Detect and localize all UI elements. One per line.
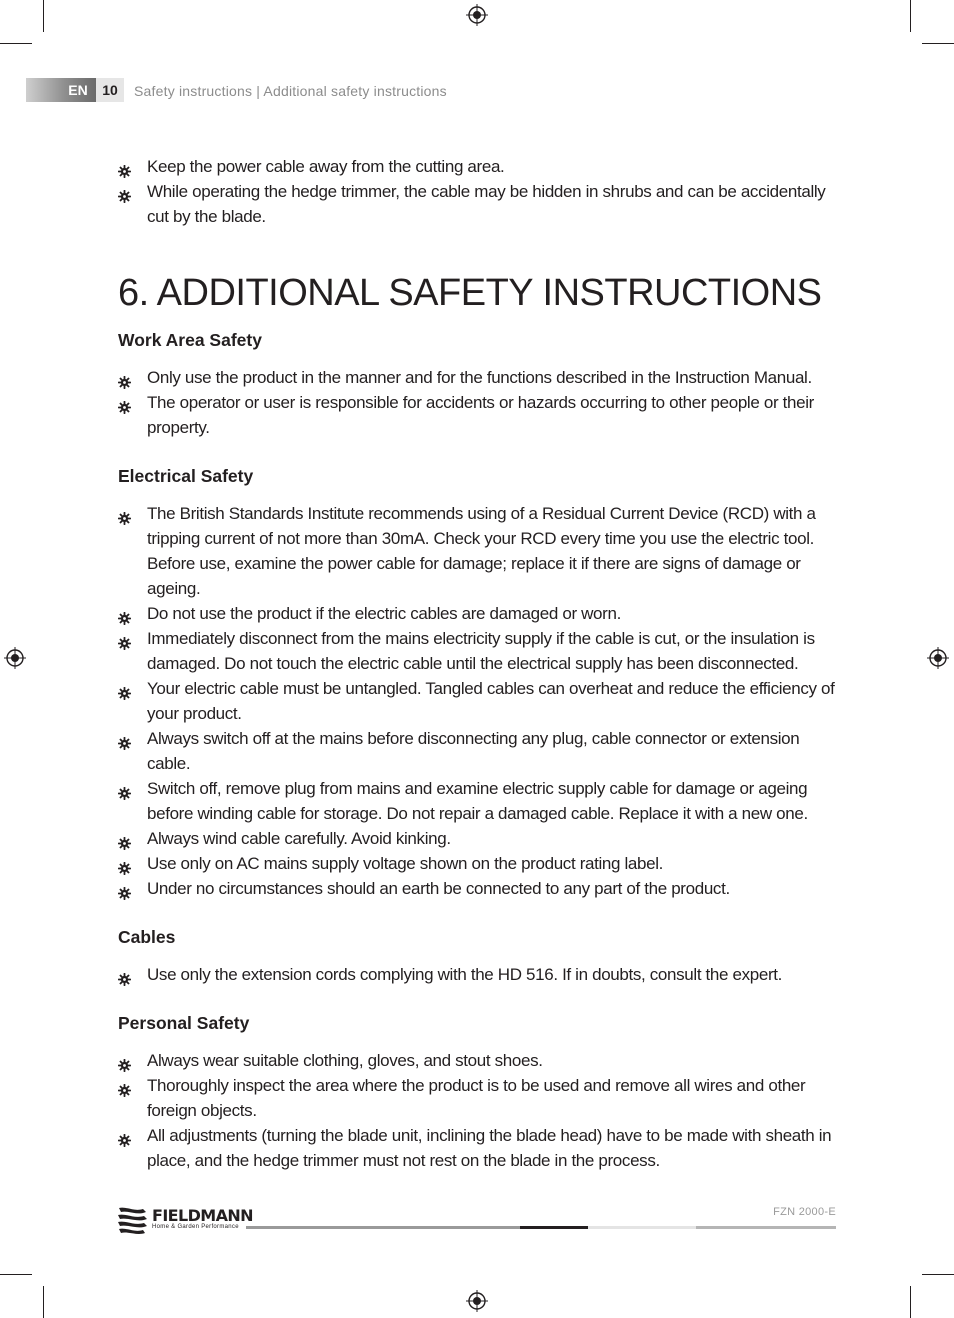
list-item-text: Keep the power cable away from the cutting area. xyxy=(147,157,505,176)
intro-list xyxy=(118,154,840,229)
gear-bullet-icon xyxy=(118,882,131,895)
list-item xyxy=(118,501,840,601)
crop-mark xyxy=(910,0,911,32)
crop-mark xyxy=(43,0,44,32)
gear-bullet-icon xyxy=(118,857,131,870)
footer-rule xyxy=(696,1226,836,1229)
language-code: EN xyxy=(68,82,88,98)
work-area-list xyxy=(118,365,840,440)
registration-mark-icon xyxy=(466,1290,488,1312)
gear-bullet-icon xyxy=(118,160,131,173)
list-item-text: Switch off, remove plug from mains and examine electric supply cable for damage or ageing before winding cable for storage. Do not repair a damaged cable. Replace it with a new one. xyxy=(147,779,808,823)
list-item-text: Always switch off at the mains before disconnecting any plug, cable connector or extension cable. xyxy=(147,729,800,773)
gear-bullet-icon xyxy=(118,682,131,695)
gear-bullet-icon xyxy=(118,632,131,645)
list-item xyxy=(118,851,840,876)
subsection-title-electrical: Electrical Safety xyxy=(118,466,254,486)
fieldmann-wave-logo-icon xyxy=(116,1204,150,1236)
list-item xyxy=(118,154,840,179)
gear-bullet-icon xyxy=(118,782,131,795)
list-item-text: All adjustments (turning the blade unit, inclining the blade head) have to be made with sheath in place, and the hedge trimmer must not rest on the blade in the process. xyxy=(147,1126,832,1170)
list-item xyxy=(118,626,840,676)
gear-bullet-icon xyxy=(118,732,131,745)
gear-bullet-icon xyxy=(118,1129,131,1142)
list-item xyxy=(118,390,840,440)
subsection-title-cables: Cables xyxy=(118,927,176,947)
gear-bullet-icon xyxy=(118,185,131,198)
cables-list xyxy=(118,962,840,987)
registration-mark-icon xyxy=(466,4,488,26)
page-content xyxy=(118,154,840,1173)
footer-rule xyxy=(520,1226,588,1229)
list-item-text: Immediately disconnect from the mains electricity supply if the cable is cut, or the insulation is damaged. Do not touch the electric cable until the electrical supply has been disconnected. xyxy=(147,629,815,673)
breadcrumb: Safety instructions | Additional safety instructions xyxy=(134,83,447,99)
gear-bullet-icon xyxy=(118,396,131,409)
gear-bullet-icon xyxy=(118,832,131,845)
section-title: 6. ADDITIONAL SAFETY INSTRUCTIONS xyxy=(118,272,822,314)
electrical-list xyxy=(118,501,840,901)
list-item xyxy=(118,1048,840,1073)
list-item-text: Always wind cable carefully. Avoid kinking. xyxy=(147,829,451,848)
registration-mark-icon xyxy=(4,647,26,669)
list-item xyxy=(118,676,840,726)
list-item xyxy=(118,179,840,229)
list-item xyxy=(118,962,840,987)
list-item-text: Use only the extension cords complying with the HD 516. If in doubts, consult the expert. xyxy=(147,965,783,984)
list-item-text: Use only on AC mains supply voltage shown on the product rating label. xyxy=(147,854,664,873)
gear-bullet-icon xyxy=(118,607,131,620)
list-item-text: Thoroughly inspect the area where the product is to be used and remove all wires and other foreign objects. xyxy=(147,1076,806,1120)
list-item-text: Do not use the product if the electric cables are damaged or worn. xyxy=(147,604,621,623)
list-item xyxy=(118,1073,840,1123)
list-item-text: Only use the product in the manner and for the functions described in the Instruction Manual. xyxy=(147,368,812,387)
list-item xyxy=(118,365,840,390)
registration-mark-icon xyxy=(927,647,949,669)
crop-mark xyxy=(43,1286,44,1318)
list-item-text: While operating the hedge trimmer, the cable may be hidden in shrubs and can be accidentally cut by the blade. xyxy=(147,182,826,226)
crop-mark xyxy=(922,1274,954,1275)
list-item xyxy=(118,876,840,901)
list-item xyxy=(118,1123,840,1173)
gear-bullet-icon xyxy=(118,968,131,981)
list-item xyxy=(118,826,840,851)
subsection-title-personal: Personal Safety xyxy=(118,1013,250,1033)
list-item-text: Always wear suitable clothing, gloves, and stout shoes. xyxy=(147,1051,543,1070)
list-item-text: The operator or user is responsible for accidents or hazards occurring to other people or their property. xyxy=(147,393,814,437)
personal-list xyxy=(118,1048,840,1173)
list-item xyxy=(118,601,840,626)
list-item-text: Your electric cable must be untangled. Tangled cables can overheat and reduce the efficiency of your product. xyxy=(147,679,835,723)
crop-mark xyxy=(0,1274,32,1275)
list-item-text: The British Standards Institute recommends using of a Residual Current Device (RCD) with a tripping current of not more than 30mA. Check your RCD every time you use the electric tool. Before use, examine the power cable for damage; replace it if there are signs of damage or ageing. xyxy=(147,504,816,598)
crop-mark xyxy=(922,43,954,44)
brand-name: FIELDMANN xyxy=(152,1206,253,1225)
crop-mark xyxy=(0,43,32,44)
gear-bullet-icon xyxy=(118,1054,131,1067)
page-number: 10 xyxy=(96,78,124,102)
list-item-text: Under no circumstances should an earth be connected to any part of the product. xyxy=(147,879,730,898)
list-item xyxy=(118,726,840,776)
gear-bullet-icon xyxy=(118,1079,131,1092)
gear-bullet-icon xyxy=(118,371,131,384)
gear-bullet-icon xyxy=(118,507,131,520)
crop-mark xyxy=(910,1286,911,1318)
subsection-title-work-area: Work Area Safety xyxy=(118,330,262,350)
brand-tagline: Home & Garden Performance xyxy=(152,1224,239,1230)
model-number: FZN 2000-E xyxy=(773,1206,836,1218)
list-item xyxy=(118,776,840,826)
footer-rule xyxy=(246,1226,520,1229)
footer-rule xyxy=(588,1226,696,1229)
